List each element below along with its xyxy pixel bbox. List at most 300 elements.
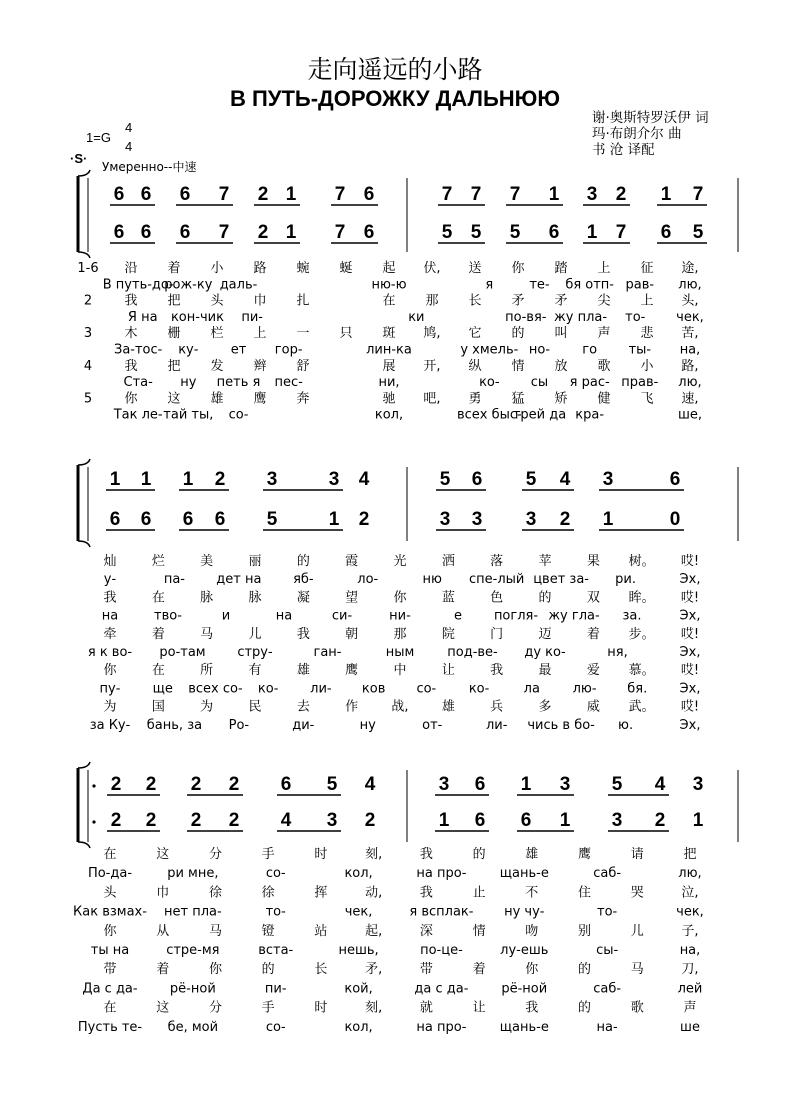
bracket-top-curl xyxy=(78,762,90,768)
bracket-top-curl xyxy=(78,459,90,465)
note-upper: 6 xyxy=(471,469,483,490)
lyric-syllable: 吧, xyxy=(423,391,441,407)
lyric-syllable: Эх, xyxy=(679,681,701,697)
note-upper: 6 xyxy=(179,184,191,205)
lyric-syllable: 路, xyxy=(681,358,699,374)
lyric-syllable: 在 xyxy=(151,590,165,606)
lyric-syllable: 从 xyxy=(156,923,170,939)
lyric-syllable: 所 xyxy=(200,663,214,679)
lyric-syllable: Я на xyxy=(127,309,158,325)
lyric-syllable: 我 xyxy=(525,1000,539,1016)
lyric-syllable: 着 xyxy=(167,261,181,276)
lyric-syllable: 征 xyxy=(640,261,654,276)
note-upper: 3 xyxy=(586,184,598,205)
lyric-syllable: ли- xyxy=(310,681,332,697)
lyric-syllable: тво- xyxy=(154,608,182,624)
lyric-syllable: 纵 xyxy=(468,358,482,374)
lyric-syllable: то- xyxy=(625,309,646,325)
lyric-syllable: 为 xyxy=(200,699,214,715)
lyric-syllable: 沿 xyxy=(124,261,138,276)
lyric-syllable: 的 xyxy=(578,962,592,978)
note-upper: 2 xyxy=(257,184,269,205)
lyric-syllable: яб- xyxy=(293,572,314,588)
lyric-syllable: прав- xyxy=(621,375,659,391)
lyric-syllable: то- xyxy=(597,904,618,920)
note-upper: 3 xyxy=(559,774,571,795)
note-lower: 2 xyxy=(559,509,571,530)
note-upper: 1 xyxy=(548,184,560,205)
lyric-syllable: 矛 xyxy=(511,293,525,309)
lyric-syllable: 歌 xyxy=(630,1000,644,1016)
note-upper: 6 xyxy=(113,184,125,205)
note-lower: 2 xyxy=(190,810,202,831)
lyric-syllable: 叫 xyxy=(554,326,568,342)
lyric-syllable: 马 xyxy=(630,962,644,978)
lyric-syllable: те- xyxy=(529,277,550,293)
note-upper: 6 xyxy=(140,184,152,205)
note-lower: 7 xyxy=(615,222,627,243)
lyric-syllable: В путь-до- xyxy=(102,277,174,293)
lyric-syllable: 栅 xyxy=(167,326,181,342)
lyric-syllable: 时 xyxy=(314,1000,328,1016)
lyric-syllable: жу гла- xyxy=(548,608,600,624)
bracket-bottom-curl xyxy=(78,842,90,848)
note-upper: 3 xyxy=(602,469,614,490)
lyric-syllable: Эх, xyxy=(679,572,701,588)
lyric-syllable: 巾 xyxy=(156,885,170,901)
lyric-syllable: 健 xyxy=(597,391,611,407)
lyric-syllable: 舒 xyxy=(296,358,310,374)
note-lower: 5 xyxy=(441,222,453,243)
lyric-syllable: 朝 xyxy=(345,626,359,642)
lyric-syllable: ди- xyxy=(292,717,315,733)
lyric-syllable: 着 xyxy=(156,962,170,978)
note-lower: 6 xyxy=(140,509,152,530)
lyric-syllable: от- xyxy=(422,717,443,733)
lyric-syllable: 双 xyxy=(586,590,600,606)
note-lower: 6 xyxy=(363,222,375,243)
lyric-syllable: жу пла- xyxy=(554,309,608,325)
lyric-syllable: я всплак- xyxy=(409,904,474,920)
lyric-syllable: кол, xyxy=(374,407,404,423)
lyric-syllable: 美 xyxy=(200,554,214,569)
note-lower: 6 xyxy=(179,222,191,243)
note-upper: 6 xyxy=(669,469,681,490)
note-lower: 6 xyxy=(474,810,486,831)
lyric-syllable: 那 xyxy=(425,293,439,309)
note-lower: 3 xyxy=(439,509,451,530)
lyric-syllable: 起 xyxy=(382,261,396,276)
lyric-syllable: 驰 xyxy=(382,391,396,407)
lyric-syllable: 站 xyxy=(314,923,328,939)
lyric-syllable: дет на xyxy=(216,572,262,588)
lyric-syllable: 哎! xyxy=(680,663,700,679)
note-lower: 0 xyxy=(669,509,681,530)
lyric-syllable: 途, xyxy=(681,261,699,276)
lyric-syllable: саб- xyxy=(593,981,622,997)
note-upper: 3 xyxy=(438,774,450,795)
note-lower: 6 xyxy=(113,222,125,243)
note-upper: 4 xyxy=(358,469,370,490)
lyric-syllable: ло- xyxy=(357,572,379,588)
bracket-bottom-curl xyxy=(78,541,90,547)
lyric-syllable: 上 xyxy=(640,293,654,309)
lyric-syllable: у- xyxy=(103,572,117,588)
lyric-syllable: за Ку- xyxy=(89,717,131,733)
lyric-syllable: 迈 xyxy=(538,626,552,642)
lyric-syllable: у хмель- xyxy=(460,342,519,358)
lyric-syllable: щань-е xyxy=(499,1019,549,1035)
lyric-syllable: 去 xyxy=(296,699,310,715)
note-lower: 6 xyxy=(520,810,532,831)
note-upper: 3 xyxy=(692,774,704,795)
note-lower: 6 xyxy=(140,222,152,243)
note-upper: 5 xyxy=(326,774,338,795)
lyric-syllable: рож-ку xyxy=(164,277,213,293)
lyric-syllable: 带 xyxy=(103,962,117,978)
lyric-syllable: 5 xyxy=(83,391,93,407)
lyric-syllable: 的 xyxy=(296,554,310,569)
note-lower: 2 xyxy=(145,810,157,831)
lyric-syllable: ни- xyxy=(389,608,411,624)
lyric-syllable: 马 xyxy=(208,923,222,939)
lyric-syllable: на, xyxy=(679,342,701,358)
lyric-syllable: 把 xyxy=(167,358,181,374)
lyric-syllable: бя отп- xyxy=(565,277,615,293)
note-lower: 5 xyxy=(470,222,482,243)
lyric-syllable: 哎! xyxy=(680,554,700,569)
lyric-syllable: на про- xyxy=(416,1019,467,1035)
note-upper: 4 xyxy=(364,774,376,795)
lyric-syllable: 有 xyxy=(248,663,262,679)
lyric-syllable: ню-ю xyxy=(371,277,407,293)
lyric-syllable: па- xyxy=(163,572,186,588)
note-upper: 2 xyxy=(228,774,240,795)
title-russian: В ПУТЬ-ДОРОЖКУ ДАЛЬНЮЮ xyxy=(229,86,561,111)
lyric-syllable: 中 xyxy=(393,663,407,679)
lyric-syllable: 我 xyxy=(124,358,138,374)
lyric-syllable: сы- xyxy=(596,943,619,958)
lyric-syllable: 色 xyxy=(490,590,504,606)
note-upper: 1 xyxy=(285,184,297,205)
lyric-syllable: по-вя- xyxy=(505,309,547,325)
lyric-syllable: 分 xyxy=(208,847,222,862)
lyric-syllable: ну xyxy=(180,375,197,391)
lyric-syllable: 丽 xyxy=(248,554,262,569)
note-lower: 4 xyxy=(280,810,292,831)
lyric-syllable: 牵 xyxy=(103,626,117,642)
lyric-syllable: ет xyxy=(230,342,247,358)
lyric-syllable: ган- xyxy=(313,645,342,660)
lyric-syllable: 展 xyxy=(382,358,396,374)
lyric-syllable: 发 xyxy=(210,358,224,374)
lyric-syllable: ню xyxy=(422,572,442,588)
lyric-syllable: 在 xyxy=(103,1000,117,1016)
lyric-syllable: 雄 xyxy=(441,699,455,715)
lyric-syllable: За-тос- xyxy=(113,342,163,358)
note-lower: 5 xyxy=(692,222,704,243)
lyric-syllable: 情 xyxy=(472,923,486,939)
lyric-syllable: спе-лый xyxy=(468,572,525,588)
lyric-syllable: 让 xyxy=(472,1000,486,1016)
note-upper: 7 xyxy=(470,184,482,205)
lyric-syllable: по-це- xyxy=(420,943,463,958)
lyric-syllable: 2 xyxy=(83,293,93,309)
lyric-syllable: 最 xyxy=(538,663,552,679)
lyric-syllable: 徐 xyxy=(208,885,222,901)
time-signature-bottom: 4 xyxy=(125,139,133,154)
note-upper: 1 xyxy=(520,774,532,795)
note-upper: 1 xyxy=(660,184,672,205)
note-lower: 2 xyxy=(257,222,269,243)
lyric-syllable: 只 xyxy=(339,326,353,342)
lyric-syllable: лю, xyxy=(678,866,702,882)
lyric-syllable: 你 xyxy=(103,923,117,939)
lyric-syllable: Эх, xyxy=(679,608,701,624)
lyric-syllable: 手 xyxy=(261,1000,275,1016)
lyric-syllable: 鹰 xyxy=(578,847,592,862)
composer-credit: 玛·布朗介尔 曲 xyxy=(592,126,682,142)
lyric-syllable: 扎 xyxy=(296,293,310,309)
key-signature: 1=G xyxy=(86,130,111,145)
lyric-syllable: 多 xyxy=(538,699,552,715)
lyric-syllable: Эх, xyxy=(679,645,701,660)
lyric-syllable: 雄 xyxy=(525,847,539,862)
lyric-syllable: 踏 xyxy=(554,261,568,276)
lyric-syllable: 你 xyxy=(124,391,138,407)
lyric-syllable: 上 xyxy=(253,326,267,342)
lyric-syllable: на, xyxy=(679,943,701,958)
lyric-syllable: 哎! xyxy=(680,590,700,606)
lyric-syllable: 这 xyxy=(156,847,170,862)
lyric-syllable: тай ты, xyxy=(163,407,214,423)
note-lower: 2 xyxy=(654,810,666,831)
lyric-syllable: ки xyxy=(408,309,425,325)
time-signature-top: 4 xyxy=(125,120,133,135)
lyric-syllable: 在 xyxy=(382,293,396,309)
lyric-syllable: я xyxy=(485,277,494,293)
lyric-syllable: бань, за xyxy=(146,717,203,733)
note-upper: 6 xyxy=(280,774,292,795)
lyric-syllable: 悲 xyxy=(640,326,654,342)
lyric-syllable: 路 xyxy=(253,261,267,276)
lyric-syllable: 伏, xyxy=(423,261,441,276)
lyric-syllable: 手 xyxy=(261,847,275,862)
lyric-syllable: 头 xyxy=(103,885,117,901)
lyric-syllable: 你 xyxy=(103,663,117,679)
lyric-syllable: 放 xyxy=(554,358,568,374)
lyric-syllable: 这 xyxy=(167,391,181,407)
lyric-syllable: 作 xyxy=(345,699,359,715)
lyric-syllable: 吻 xyxy=(525,923,539,939)
lyric-syllable: 的 xyxy=(538,590,552,606)
lyric-syllable: 的 xyxy=(261,962,275,978)
lyric-syllable: 我 xyxy=(490,663,504,679)
note-upper: 1 xyxy=(109,469,121,490)
lyric-syllable: всех быс- xyxy=(456,407,522,423)
note-lower: 5 xyxy=(509,222,521,243)
lyric-syllable: 你 xyxy=(208,962,222,978)
lyric-syllable: 4 xyxy=(83,358,93,374)
lyric-syllable: 着 xyxy=(586,626,600,642)
lyric-syllable: 住 xyxy=(578,885,592,901)
note-upper: 2 xyxy=(615,184,627,205)
lyric-syllable: ду ко- xyxy=(524,645,566,660)
note-upper: 5 xyxy=(525,469,537,490)
lyric-syllable: 镫 xyxy=(261,923,275,939)
lyric-syllable: 着 xyxy=(151,626,165,642)
lyric-syllable: стре-мя xyxy=(166,943,220,958)
lyric-syllable: 武。 xyxy=(628,699,655,715)
lyric-syllable: 飞 xyxy=(640,391,654,407)
lyric-syllable: 头 xyxy=(210,293,224,309)
lyric-syllable: 那 xyxy=(393,626,407,642)
note-lower: 6 xyxy=(548,222,560,243)
lyric-syllable: 落 xyxy=(490,554,504,569)
lyric-syllable: со- xyxy=(416,681,437,697)
note-upper: 7 xyxy=(692,184,704,205)
lyric-syllable: ку- xyxy=(178,342,199,358)
lyric-syllable: 小 xyxy=(640,358,654,374)
lyric-syllable: то- xyxy=(265,904,286,920)
lyric-syllable: 儿 xyxy=(630,923,644,939)
lyric-syllable: 爱 xyxy=(586,663,600,679)
lyric-syllable: 威 xyxy=(586,699,600,715)
note-lower: 1 xyxy=(692,810,704,831)
note-lower: 3 xyxy=(525,509,537,530)
lyric-syllable: 光 xyxy=(393,554,407,569)
lyric-syllable: 把 xyxy=(167,293,181,309)
lyric-syllable: 矛, xyxy=(365,962,383,978)
note-upper: 2 xyxy=(190,774,202,795)
lyric-syllable: 蜿 xyxy=(296,261,310,276)
lyric-syllable: 开, xyxy=(423,358,441,374)
lyric-syllable: 歌 xyxy=(597,358,611,374)
lyric-syllable: 雄 xyxy=(210,391,224,407)
lyric-syllable: 哭 xyxy=(630,885,644,901)
lyric-syllable: ты- xyxy=(628,342,652,358)
lyric-syllable: 别 xyxy=(578,923,592,939)
lyric-syllable: лей xyxy=(677,981,703,997)
lyric-syllable: 烂 xyxy=(151,554,165,569)
note-upper: 5 xyxy=(439,469,451,490)
lyric-syllable: Ста- xyxy=(123,375,153,391)
lyric-syllable: со- xyxy=(265,1019,286,1035)
lyric-syllable: рё-ной xyxy=(501,981,548,997)
lyric-syllable: 矛 xyxy=(554,293,568,309)
note-lower: 7 xyxy=(218,222,230,243)
lyric-syllable: чек, xyxy=(676,309,704,325)
lyric-syllable: 的 xyxy=(511,326,525,342)
lyric-syllable: ков xyxy=(361,681,386,697)
lyric-syllable: 霞 xyxy=(345,554,359,569)
note-upper: 4 xyxy=(654,774,666,795)
lyric-syllable: 在 xyxy=(103,847,117,862)
lyricist-credit: 谢·奥斯特罗沃伊 词 xyxy=(592,110,709,126)
lyric-syllable: 猛 xyxy=(511,391,525,407)
note-lower: 5 xyxy=(266,509,278,530)
note-upper: 2 xyxy=(110,774,122,795)
lyric-syllable: чись в бо- xyxy=(527,717,595,733)
lyric-syllable: 一 xyxy=(296,326,310,342)
lyric-syllable: 上 xyxy=(597,261,611,276)
note-upper: 4 xyxy=(559,469,571,490)
lyric-syllable: 凝 xyxy=(296,590,310,606)
lyric-syllable: 蓝 xyxy=(441,590,455,606)
lyric-syllable: го xyxy=(582,342,598,358)
lyric-syllable: лю, xyxy=(678,277,702,293)
lyric-syllable: 慕。 xyxy=(628,663,655,679)
lyric-syllable: 长 xyxy=(314,962,328,978)
lyric-syllable: 着 xyxy=(472,962,486,978)
note-upper: 5 xyxy=(611,774,623,795)
lyric-syllable: вста- xyxy=(258,943,294,958)
lyric-syllable: ще xyxy=(152,681,173,697)
lyric-syllable: 脉 xyxy=(248,590,262,606)
lyric-syllable: ше, xyxy=(677,407,703,423)
repeat-dot xyxy=(92,820,95,823)
lyric-syllable: 兵 xyxy=(490,699,504,715)
lyric-syllable: 时 xyxy=(314,847,328,862)
lyric-syllable: 声 xyxy=(597,326,611,342)
lyric-syllable: рав- xyxy=(625,277,655,293)
lyric-syllable: 深 xyxy=(419,923,433,939)
note-upper: 7 xyxy=(218,184,230,205)
lyric-syllable: кон-чик xyxy=(170,309,224,325)
lyric-syllable: 这 xyxy=(156,1000,170,1016)
note-lower: 6 xyxy=(109,509,121,530)
lyric-syllable: лин-ка xyxy=(366,342,412,358)
lyric-syllable: 情 xyxy=(511,358,525,374)
lyric-syllable: 灿 xyxy=(103,554,117,569)
lyric-syllable: 鸠, xyxy=(423,326,441,342)
lyric-syllable: 树。 xyxy=(628,554,655,569)
lyric-syllable: 勇 xyxy=(468,391,482,407)
lyric-syllable: 子, xyxy=(681,923,699,939)
lyric-syllable: е xyxy=(454,608,462,624)
lyric-syllable: 木 xyxy=(124,326,138,342)
lyric-syllable: 院 xyxy=(441,626,455,642)
lyric-syllable: 鹰 xyxy=(345,663,359,679)
lyric-syllable: 脉 xyxy=(200,590,214,606)
lyric-syllable: чек, xyxy=(676,904,704,920)
note-lower: 1 xyxy=(285,222,297,243)
lyric-syllable: 巾 xyxy=(253,293,267,309)
lyric-syllable: и xyxy=(221,608,231,624)
lyric-syllable: лю- xyxy=(572,681,597,697)
lyric-syllable: 栏 xyxy=(210,326,224,342)
lyric-syllable: 就 xyxy=(419,1000,433,1016)
lyric-syllable: 动, xyxy=(365,885,383,901)
lyric-syllable: на про- xyxy=(416,866,467,882)
lyric-syllable: 尖 xyxy=(597,293,611,309)
lyric-syllable: 洒 xyxy=(441,554,455,569)
lyric-syllable: кол, xyxy=(344,1019,373,1035)
lyric-syllable: кол, xyxy=(344,866,373,882)
lyric-syllable: 1-6 xyxy=(77,261,99,276)
lyric-syllable: 让 xyxy=(441,663,455,679)
arranger-credit: 书 沧 译配 xyxy=(592,142,655,158)
lyric-syllable: стру- xyxy=(237,645,273,660)
lyric-syllable: 止 xyxy=(472,885,486,901)
lyric-syllable: лу-ешь xyxy=(500,943,549,958)
lyric-syllable: цвет за- xyxy=(533,572,590,588)
lyric-syllable: Как взмах- xyxy=(73,904,147,920)
lyric-syllable: 矫 xyxy=(554,391,568,407)
lyric-syllable: 辫 xyxy=(253,358,267,374)
lyric-syllable: ты на xyxy=(90,943,130,958)
lyric-syllable: я рас- xyxy=(569,375,610,391)
